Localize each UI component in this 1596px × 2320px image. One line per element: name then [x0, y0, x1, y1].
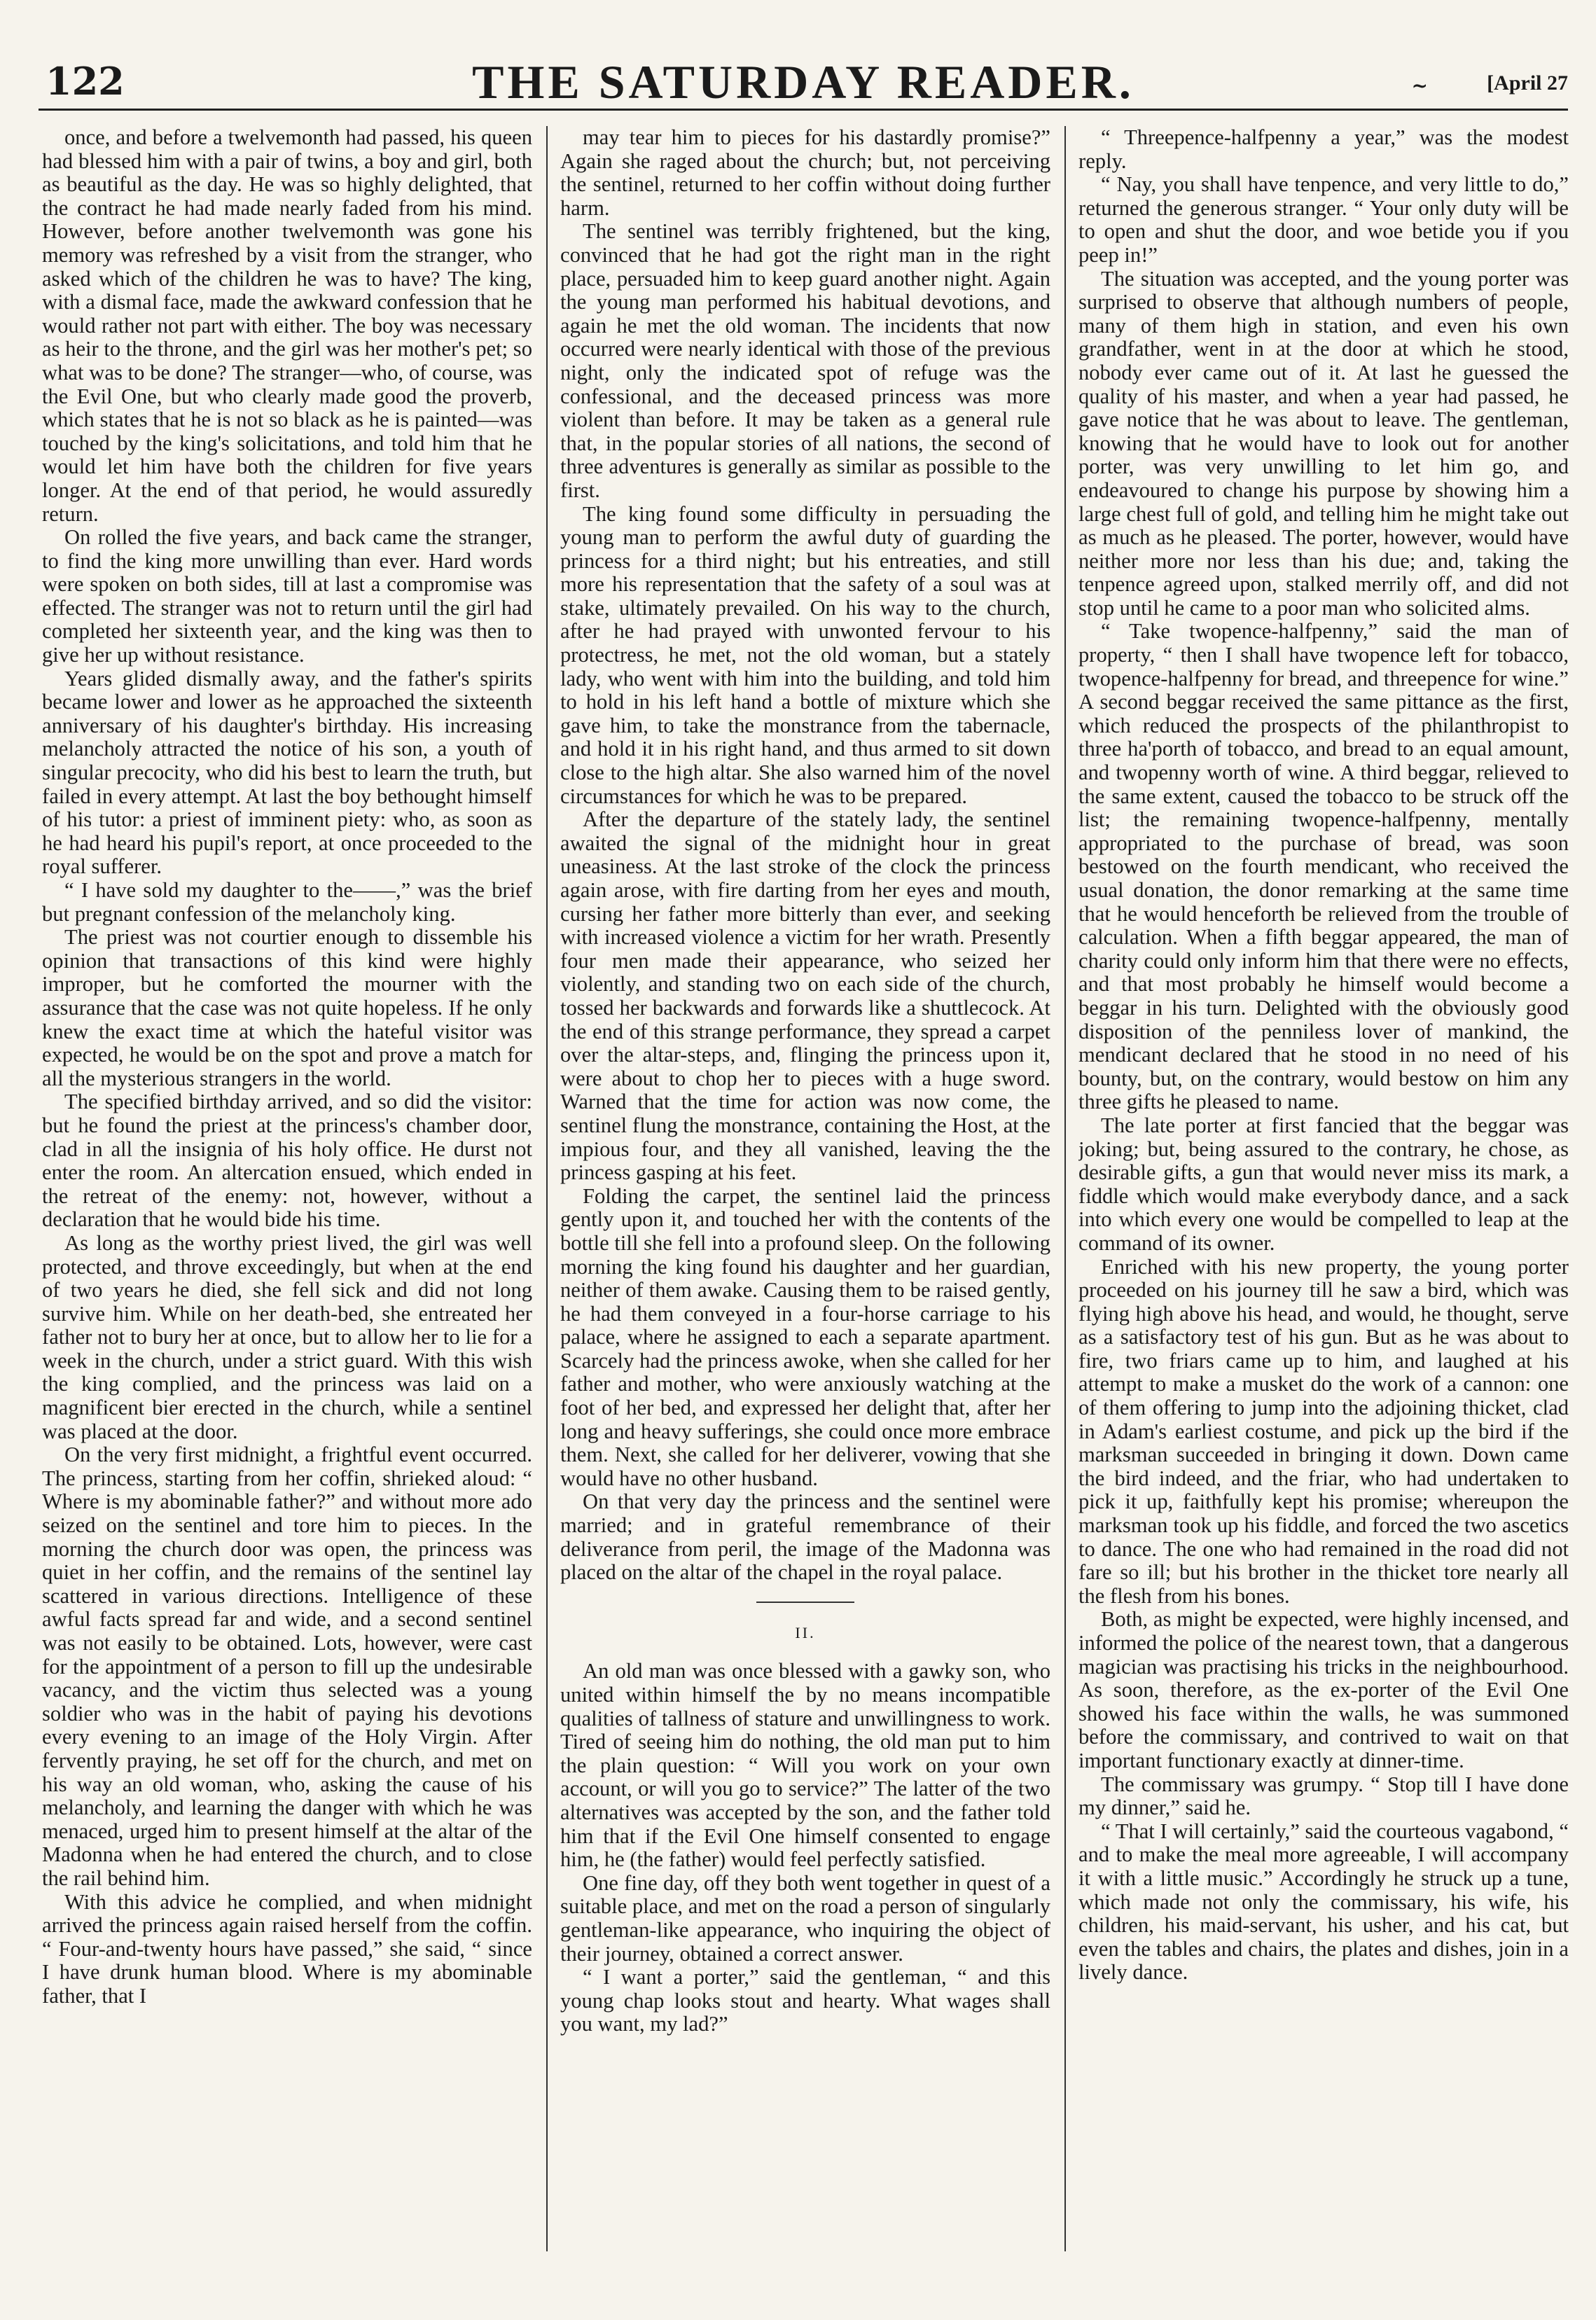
- text-column-3: [1078, 126, 1569, 2248]
- page-header: [39, 28, 1568, 109]
- text-column-2: [560, 126, 1050, 2248]
- paragraph: The commissary was grumpy. “ Stop till I have done my dinner,” said he.: [1078, 1772, 1569, 1820]
- paragraph: “ I want a porter,” said the gentleman, “ and this young chap looks stout and hearty. What wages shall you want, my lad?”: [560, 1965, 1050, 2036]
- paragraph: “ I have sold my daughter to the——,” was the brief but pregnant confession of the melancholy king.: [42, 878, 532, 926]
- paragraph: An old man was once blessed with a gawky son, who united within himself the by no means incompatible qualities of tallness of stature and unwillingness to work. Tired of seeing him do nothing, the old man put to him the plain question: “ Will you work on your own account, or will you go to service?” The latter of the two alternatives was accepted by the son, and the father told him that if the Evil One himself consented to engage him, he (the father) would feel perfectly satisfied.: [560, 1659, 1050, 1872]
- paragraph: “ Nay, you shall have tenpence, and very little to do,” returned the generous stranger. “ Your only duty will be to open and shut the door, and woe betide you if you peep in!”: [1078, 172, 1569, 267]
- paragraph: The situation was accepted, and the young porter was surprised to observe that although numbers of people, many of them high in station, and even his own grandfather, went in at the door at which he stood, nobody ever came out of it. At last he guessed the quality of his master, and when a year had passed, he gave notice that he was about to leave. The gentleman, knowing that he would have to look out for another porter, was very unwilling to let him go, and endeavoured to change his purpose by showing him a large chest full of gold, and telling him he might take out as much as he pleased. The porter, however, would have neither more nor less than his due; and, taking the tenpence agreed upon, stalked merrily off, and did not stop until he came to a poor man who solicited alms.: [1078, 266, 1569, 620]
- story-two-start: [560, 1660, 1050, 2036]
- paragraph: The late porter at first fancied that the beggar was joking; but, being assured to the contrary, he chose, as desirable gifts, a gun that would never miss its mark, a fiddle which would make everybody dance, and a sack into which every one would be compelled to leap at the command of its owner.: [1078, 1113, 1569, 1255]
- paragraph: One fine day, off they both went together in quest of a suitable place, and met on the road a person of singularly gentleman-like appearance, who inquiring the object of their journey, obtained a correct answer.: [560, 1870, 1050, 1966]
- issue-date: [April 27: [1487, 71, 1568, 95]
- paragraph: The sentinel was terribly frightened, but the king, convinced that he had got the right man in the right place, persuaded him to keep guard another night. Again the young man performed his habitual devotions, and again he met the old woman. The incidents that now occurred were nearly identical with those of the previous night, only the indicated spot of refuge was the confessional, and the deceased princess was more violent than before. It may be taken as a general rule that, in the popular stories of all nations, the second of three adventures is generally as similar as possible to the first.: [560, 219, 1050, 502]
- paragraph: As long as the worthy priest lived, the girl was well protected, and throve exceedingly, but when at the end of two years he died, she fell sick and did not long survive him. While on her death-bed, she entreated her father not to bury her at once, but to allow her to lie for a week in the church, under a strict guard. With this wish the king complied, and the princess was laid on a magnificent bier erected in the church, while a sentinel was placed at the door.: [42, 1230, 532, 1443]
- header-rule: [39, 109, 1568, 111]
- paragraph: The king found some difficulty in persuading the young man to perform the awful duty of guarding the princess for a third night; but his entreaties, and still more his representation that the safety of a soul was at stake, ultimately prevailed. On his way to the church, after he had prayed with unwonted fervour to his protectress, he met, not the old woman, but a stately lady, who went with him into the building, and told him to hold in his left hand a bottle of mixture which she gave him, to take the monstrance from the tabernacle, and hold it in his right hand, and thus armed to sit down close to the high altar. She also warned him of the novel circumstances for which he was to be prepared.: [560, 501, 1050, 808]
- paragraph: once, and before a twelvemonth had passed, his queen had blessed him with a pair of twins, a boy and girl, both as beautiful as the day. He was so highly delighted, that the contract he had made nearly faded from his mind. However, before another twelvemonth was gone his memory was refreshed by a visit from the stranger, who asked which of the children he was to have? The king, with a dismal face, made the awkward confession that he would rather not part with either. The boy was necessary as heir to the throne, and the girl was her mother's pet; so what was to be done? The stranger—who, of course, was the Evil One, but who clearly made good the proverb, which states that he is not so black as he is painted—was touched by the king's solicitations, and told him that he would let him have both the children for five years longer. At the end of that period, he would assuredly return.: [42, 126, 532, 526]
- header-flourish: ~: [1411, 74, 1428, 97]
- column-divider: [546, 126, 548, 2251]
- paragraph: On the very first midnight, a frightful event occurred. The princess, starting from her coffin, shrieked aloud: “ Where is my abominable father?” and without more ado seized on the sentinel and tore him to pieces. In the morning the church door was open, the princess was quiet in her coffin, and the remains of the sentinel lay scattered in various directions. Intelligence of these awful facts spread far and wide, and a second sentinel was not easily to be obtained. Lots, however, were cast for the appointment of a person to fill up the undesirable vacancy, and the victim thus selected was a young soldier who was in the habit of paying his devotions every evening to an image of the Holy Virgin. After fervently praying, he set off for the church, and met on his way an old woman, who, asking the cause of his melancholy, and learning the danger with which he was menaced, urged him to present himself at the altar of the Madonna when he had entered the church, and to close the rail behind him.: [42, 1443, 532, 1890]
- page-number: 122: [46, 59, 125, 104]
- column-divider: [1064, 126, 1066, 2251]
- paragraph: On rolled the five years, and back came the stranger, to find the king more unwilling than ever. Hard words were spoken on both sides, till at last a compromise was effected. The stranger was not to return until the girl had completed her sixteenth year, and the king was then to give her up without resistance.: [42, 525, 532, 667]
- paragraph: may tear him to pieces for his dastardly promise?” Again she raged about the church; but, not perceiving the sentinel, returned to her coffin without doing further harm.: [560, 126, 1050, 220]
- text-column-1: [42, 126, 532, 2248]
- paragraph: The priest was not courtier enough to dissemble his opinion that transactions of this kind were highly improper, but he comforted the mourner with the assurance that the case was not quite hopeless. If he only knew the exact time at which the hateful visitor was expected, he would be on the spot and prove a match for all the mysterious strangers in the world.: [42, 925, 532, 1090]
- paragraph: “ That I will certainly,” said the courteous vagabond, “ and to make the meal more agreeable, I will accompany it with a little music.” Accordingly he struck up a tune, which made not only the commissary, his wife, his children, his maid-servant, his usher, and his cat, but even the tables and chairs, the plates and dishes, join in a lively dance.: [1078, 1819, 1569, 1985]
- paragraph: “ Threepence-halfpenny a year,” was the modest reply.: [1078, 126, 1569, 173]
- paragraph: Folding the carpet, the sentinel laid the princess gently upon it, and touched her with the contents of the bottle till she fell into a profound sleep. On the following morning the king found his daughter and her guardian, neither of them awake. Causing them to be raised gently, he had them conveyed in a four-horse carriage to his palace, where he assigned to each a separate apartment. Scarcely had the princess awoke, when she called for her father and mother, who were anxiously watching at the foot of her bed, and expressed her delight that, after her long and heavy sufferings, she could once more embrace them. Next, she called for her deliverer, vowing that she would have no other husband.: [560, 1183, 1050, 1490]
- section-number: II.: [795, 1623, 816, 1641]
- paragraph: The specified birthday arrived, and so did the visitor: but he found the priest at the princess's chamber door, clad in all the insignia of his holy office. He durst not enter the room. An altercation ensued, which ended in the retreat of the enemy: not, however, without a declaration that he would bide his time.: [42, 1090, 532, 1232]
- paragraph: “ Take twopence-halfpenny,” said the man of property, “ then I shall have twopence left for tobacco, twopence-halfpenny for bread, and threepence for wine.” A second beggar received the same pittance as the first, which reduced the prospects of the philanthropist to three ha'porth of tobacco, and bread to an equal amount, and twopenny worth of wine. A third beggar, relieved to the same extent, caused the tobacco to be struck off the list; the remaining twopence-halfpenny, mentally appropriated to the purchase of bread, was soon bestowed on the fourth mendicant, who received the usual donation, the donor remarking at the same time that he would henceforth be relieved from the trouble of calculation. When a fifth beggar appeared, the man of charity could only inform him that there were no effects, and that most probably he himself would become a beggar in his turn. Delighted with the obviously good disposition of the penniless lover of mankind, the mendicant declared that he stood in no need of his bounty, but, on the contrary, would bestow on him any three gifts he pleased to name.: [1078, 619, 1569, 1114]
- story-one-end: [560, 126, 1050, 1585]
- paragraph: With this advice he complied, and when midnight arrived the princess again raised herself from the coffin. “ Four-and-twenty hours have passed,” she said, “ since I have drunk human blood. Where is my abominable father, that I: [42, 1889, 532, 2008]
- paragraph: After the departure of the stately lady, the sentinel awaited the signal of the midnight hour in great uneasiness. At the last stroke of the clock the princess again arose, with fire darting from her eyes and mouth, cursing her father more bitterly than ever, and seeking with increased violence a victim for her wrath. Presently four men made their appearance, who seized her violently, and standing two on each side of the church, tossed her backwards and forwards like a shuttlecock. At the end of this strange performance, they spread a carpet over the altar-steps, and, flinging the princess upon it, were about to chop her to pieces with a huge sword. Warned that the time for action was now come, the sentinel flung the monstrance, containing the Host, at the impious four, and they all vanished, leaving the the princess gasping at his feet.: [560, 807, 1050, 1185]
- publication-title: THE SATURDAY READER.: [472, 55, 1134, 109]
- paragraph: On that very day the princess and the sentinel were married; and in grateful remembrance of their deliverance from peril, the image of the Madonna was placed on the altar of the chapel in the royal palace.: [560, 1489, 1050, 1585]
- section-rule: [756, 1602, 854, 1603]
- paragraph: Both, as might be expected, were highly incensed, and informed the police of the nearest town, that a dangerous magician was practising his tricks in the neighbourhood. As soon, therefore, as the ex-porter of the Evil One showed his face within the walls, he was summoned before the commissary, and contrived to wait on that important functionary exactly at dinner-time.: [1078, 1607, 1569, 1772]
- paragraph: Enriched with his new property, the young porter proceeded on his journey till he saw a bird, which was flying high above his head, and would, he thought, serve as a satisfactory test of his gun. But as he was about to fire, two friars came up to him, and laughed at his attempt to make a musket do the work of a cannon: one of them offering to jump into the adjoining thicket, clad in Adam's earliest costume, and pick up the bird if the marksman succeeded in bringing it down. Down came the bird indeed, and the friar, who had undertaken to pick it up, faithfully kept his promise; whereupon the marksman took up his fiddle, and forced the two ascetics to dance. The one who had remained in the road did not fare so ill; but his brother in the thicket tore nearly all the flesh from his bones.: [1078, 1254, 1569, 1608]
- paragraph: Years glided dismally away, and the father's spirits became lower and lower as he approached the sixteenth anniversary of his daughter's birthday. His increasing melancholy attracted the notice of his son, a youth of singular precocity, who did his best to learn the truth, but failed in every attempt. At last the boy bethought himself of his tutor: a priest of imminent piety: who, as soon as he had heard his pupil's report, at once proceeded to the royal sufferer.: [42, 666, 532, 879]
